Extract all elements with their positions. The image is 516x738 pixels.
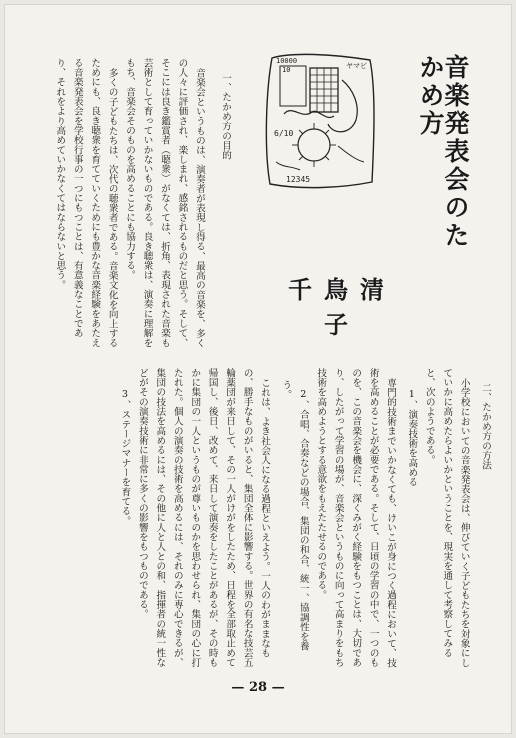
section-2-intro: 小学校においての音楽発表会は、伸びていく子どもたちを対象にしていかに高めたらよいかということを、現実を通して考察してみると、次のようである。 <box>423 368 470 668</box>
item-1-text: 専門的技術までいかなくても、けいこが身につく過程において、技術を高めることが必要である。そして、日頃の学習の中で、一つのものを、この音楽会を機会に、深くみがく経験をもつことは、大切であり、したがって学習の場が、音楽会というものに向って高まりをもち技術を高めようとする意欲をもえたたせるのである。 <box>315 368 397 668</box>
illustration <box>262 50 380 192</box>
illus-label-1: 10 <box>282 66 291 74</box>
item-2-text: これは、よき社会人になる過程といえよう。一人のわがままなもの、勝手なものがいると、集団全体に影響する。世界の有名な技芸五輪薬団が来日して、その一人がけがをしたため、日程を全部取止めて帰国し、後日、改めて、来日して演奏をしたことがあるが、その時もかに集団の一人というものが尊いものかを思わせられ、集団の心に打たれた。個人の演奏の技術を高めるには、それのみに専心できるが、集団の技法を高めるには、その他に人と人との和、指揮者の統一性などがその演奏技術に非常に多くの影響をもつものである。 <box>136 368 271 668</box>
author-name: 千鳥清子 <box>288 276 396 339</box>
illus-label-4: 12345 <box>286 175 311 184</box>
illus-label-0: 10000 <box>276 57 298 65</box>
illus-label-2: ヤマビ <box>346 62 367 70</box>
item-1-heading: 1、演奏技術を高める <box>406 389 418 488</box>
item-3-heading: 3、ステージマナーを育てる。 <box>119 389 131 526</box>
page-number: — 28 — <box>231 680 285 695</box>
section-1-heading: 一、たかめ方の目的 <box>220 73 231 161</box>
section-2 <box>18 368 494 668</box>
illus-label-3: 6/10 <box>274 129 294 138</box>
section-1-paragraph-1: 音楽会というものは、演奏者が表現し得る、最高の音楽を、多くの人々に評価され、楽しまれ、感銘されるものだと思う。そして、そこには良き鑑賞者（聴衆）がなくては、折角、表現された音楽も芸術として育っていかないものである。良き聴衆は、演奏に理解をもち、音楽会そのものを高めることにも協力する。 <box>124 58 205 348</box>
article-title: 音楽発表会のたかめ方 <box>416 54 470 250</box>
section-2-heading: 二、たかめ方の方法 <box>480 383 491 471</box>
section-1 <box>18 58 234 354</box>
section-1-paragraph-2: 多くの子どもたちは、次代の聴衆者である。音楽文化を向上するためにも、良き聴衆を育てていくためにも豊かな音楽経験をあたえる音楽発表会を学校行事の一つにもつことは、有意義なことであり、それをより高めていかなくてはならないと思う。 <box>54 58 118 348</box>
item-2-heading: 2、合唱、合奏などの場合、集団の和合、統一、協調性を養う。 <box>280 379 309 652</box>
